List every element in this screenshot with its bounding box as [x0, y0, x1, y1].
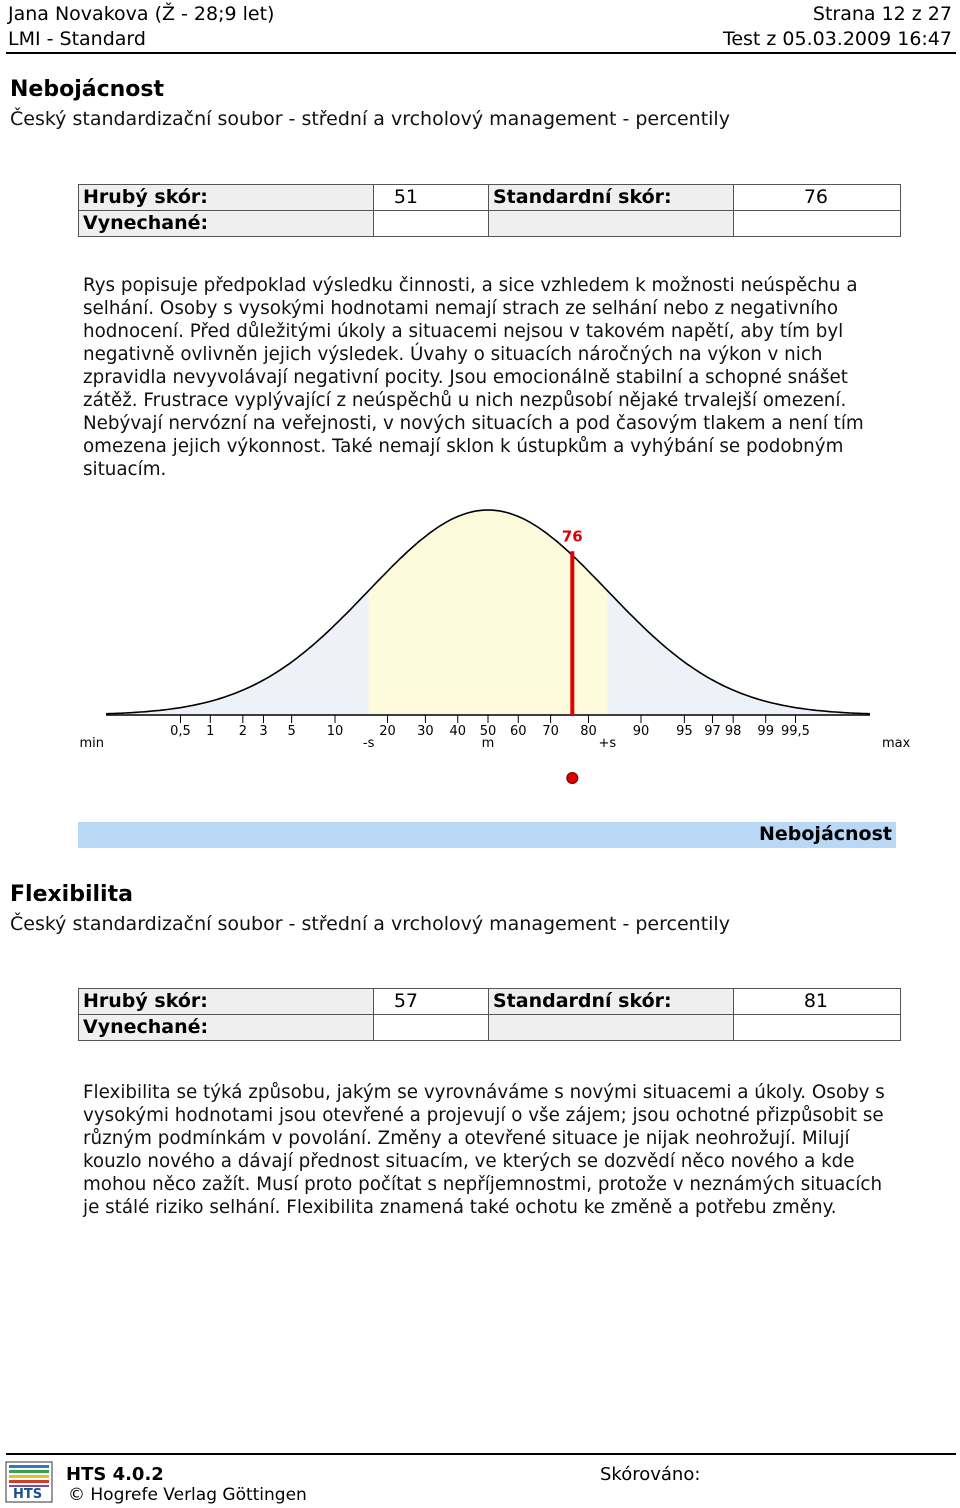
section-bar-label: Nebojácnost	[758, 823, 892, 845]
distribution-band	[607, 591, 870, 715]
section-title: Flexibilita	[10, 882, 133, 907]
chart-tick-label: 2	[238, 724, 247, 739]
blank-cell	[734, 1015, 901, 1041]
chart-min-label: min	[79, 736, 104, 751]
score-dot	[567, 773, 578, 784]
section-description: Flexibilita se týká způsobu, jakým se vyrovnáváme s novými situacemi a úkoly. Osoby s vysokými hodnotami jsou otevřené a projevují o vše zájem; jsou ochotné přizpůsobit se různým podmínkám v povolání. Změny a otevřené situace je nijak neohrožují. Milují kouzlo nového a dávají přednost situacím, ve kterých se dozvědí něco nového a kde mohou něco zažít. Musí proto počítat s nepříjemnostmi, protože v neznámých situacích je stálé riziko selhání. Flexibilita znamená také ochotu ke změně a potřebu změny.	[83, 1082, 885, 1218]
section-subtitle: Český standardizační soubor - střední a vrcholový management - percentily	[10, 108, 730, 130]
chart-max-label: max	[882, 736, 911, 751]
logo-text: HTS	[13, 1487, 43, 1502]
missing-value	[374, 211, 489, 237]
chart-tick-label: 70	[542, 724, 559, 739]
score-marker-label: 76	[561, 527, 583, 546]
chart-tick-label: 30	[417, 724, 434, 739]
distribution-band	[106, 591, 369, 715]
chart-tick-label: 99,5	[781, 724, 810, 739]
person-name: Jana Novakova (Ž - 28;9 let)	[8, 3, 275, 25]
raw-score-value: 51	[374, 185, 489, 211]
header-rule	[6, 52, 956, 54]
footer-rule	[6, 1453, 956, 1455]
footer-version: HTS 4.0.2	[66, 1464, 164, 1485]
blank-cell	[734, 211, 901, 237]
chart-sd-label: m	[481, 736, 495, 751]
missing-label: Vynechané:	[79, 211, 374, 237]
section-subtitle: Český standardizační soubor - střední a vrcholový management - percentily	[10, 913, 730, 935]
raw-score-label: Hrubý skór:	[79, 185, 374, 211]
percentile-chart	[0, 490, 960, 790]
score-table	[78, 184, 901, 237]
blank-cell	[489, 211, 734, 237]
missing-label: Vynechané:	[79, 1015, 374, 1041]
chart-tick-label: 5	[287, 724, 296, 739]
section-description: Rys popisuje předpoklad výsledku činnosti, a sice vzhledem k možnosti neúspěchu a selhání. Osoby s vysokými hodnotami nemají strach ze selhání nebo z negativního hodnocení. Před důležitými úkoly a situacemi nejsou v takovém napětí, aby tím byl negativně ovlivněn jejich výsledek. Úvahy o situacích náročných na výkon v nich zpravidla nevyvolávají negativní pocity. Jsou emocionálně stabilní a schopné snášet zátěž. Frustrace vyplývající z neúspěchů u nich nezpůsobí nějaké trvalejší omezení. Nebývají nervózní na veřejnosti, v nových situacích a pod časovým tlakem a není tím omezena jejich výkonnost. Také nemají sklon k ústupkům a vyhýbání se podobným situacím.	[83, 275, 864, 480]
chart-tick-label: 95	[676, 724, 693, 739]
raw-score-value: 57	[374, 989, 489, 1015]
chart-tick-label: 60	[509, 724, 527, 739]
blank-cell	[489, 1015, 734, 1041]
std-score-value: 81	[734, 989, 901, 1015]
section-title: Nebojácnost	[10, 77, 165, 102]
chart-tick-label: 98	[724, 724, 742, 739]
test-date: Test z 05.03.2009 16:47	[722, 28, 952, 50]
std-score-label: Standardní skór:	[489, 185, 734, 211]
chart-tick-label: 97	[704, 724, 721, 739]
chart-tick-label: 10	[326, 724, 344, 739]
std-score-value: 76	[734, 185, 901, 211]
chart-tick-label: 20	[379, 724, 396, 739]
missing-value	[374, 1015, 489, 1041]
footer-publisher: © Hogrefe Verlag Göttingen	[68, 1485, 307, 1505]
chart-tick-label: 50	[479, 724, 497, 739]
section-bar	[78, 822, 896, 848]
raw-score-label: Hrubý skór:	[79, 989, 374, 1015]
chart-sd-label: -s	[362, 736, 375, 751]
chart-tick-label: 1	[206, 724, 215, 739]
score-table	[78, 988, 901, 1041]
chart-sd-label: +s	[598, 736, 617, 751]
chart-tick-label: 40	[449, 724, 467, 739]
chart-tick-label: 0,5	[170, 724, 191, 739]
hts-logo	[5, 1461, 53, 1503]
footer-scored-label: Skórováno:	[600, 1464, 701, 1485]
chart-tick-label: 3	[259, 724, 268, 739]
page-number: Strana 12 z 27	[812, 3, 952, 25]
chart-tick-label: 90	[632, 724, 650, 739]
test-name: LMI - Standard	[8, 28, 146, 50]
std-score-label: Standardní skór:	[489, 989, 734, 1015]
chart-tick-label: 99	[757, 724, 774, 739]
chart-tick-label: 80	[580, 724, 597, 739]
